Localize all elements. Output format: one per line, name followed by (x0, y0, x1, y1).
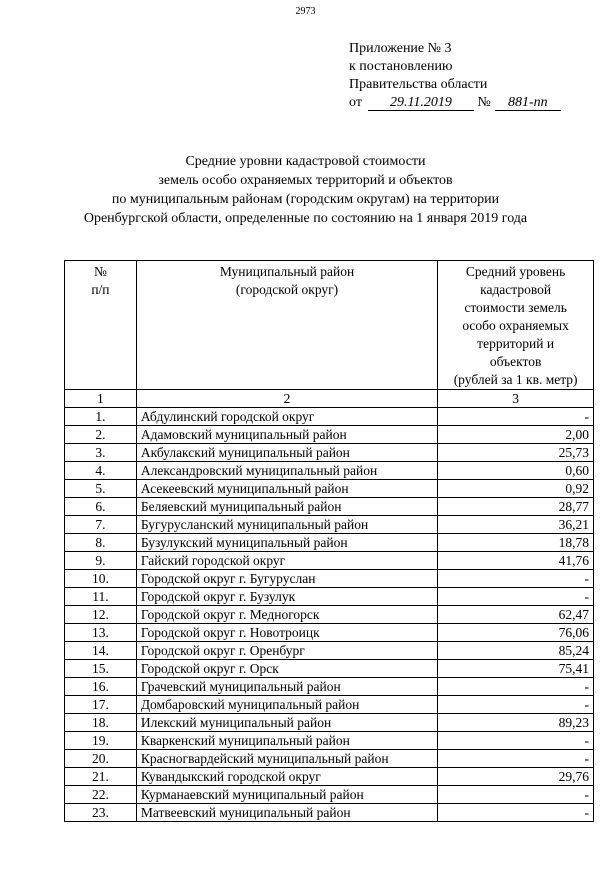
row-district: Беляевский муниципальный район (136, 498, 437, 516)
header-district-line: (городской округ) (235, 282, 339, 297)
row-district: Кваркенский муниципальный район (136, 732, 437, 750)
table-row (65, 696, 594, 714)
row-district: Бугурусланский муниципальный район (136, 516, 437, 534)
row-number: 14. (65, 642, 137, 660)
row-number: 20. (65, 750, 137, 768)
table-row (65, 462, 594, 480)
row-district: Матвеевский муниципальный район (136, 804, 437, 822)
row-number: 23. (65, 804, 137, 822)
title-line-1: Средние уровни кадастровой стоимости (185, 154, 426, 169)
document-title (0, 152, 611, 228)
table-row (65, 606, 594, 624)
handwritten-number: 881-пп (495, 95, 561, 111)
header-value-line: (рублей за 1 кв. метр) (453, 372, 578, 387)
row-number: 6. (65, 498, 137, 516)
table-row (65, 732, 594, 750)
row-district: Бузулукский муниципальный район (136, 534, 437, 552)
row-number: 8. (65, 534, 137, 552)
row-district: Домбаровский муниципальный район (136, 696, 437, 714)
index-cell-1: 1 (65, 390, 137, 408)
number-prefix: № (477, 95, 491, 110)
row-number: 22. (65, 786, 137, 804)
title-line-2: земель особо охраняемых территорий и объектов (158, 173, 453, 188)
row-number: 4. (65, 462, 137, 480)
table-row (65, 408, 594, 426)
row-value: - (438, 732, 594, 750)
row-value: 0,92 (438, 480, 594, 498)
row-district: Асекеевский муниципальный район (136, 480, 437, 498)
table-row (65, 444, 594, 462)
row-number: 1. (65, 408, 137, 426)
row-number: 3. (65, 444, 137, 462)
header-value (438, 261, 594, 390)
table-row (65, 480, 594, 498)
table-row (65, 552, 594, 570)
row-number: 13. (65, 624, 137, 642)
row-district: Гайский городской округ (136, 552, 437, 570)
header-district (136, 261, 437, 390)
row-number: 2. (65, 426, 137, 444)
row-district: Курманаевский муниципальный район (136, 786, 437, 804)
row-value: - (438, 588, 594, 606)
row-number: 12. (65, 606, 137, 624)
table-row (65, 786, 594, 804)
table-row (65, 750, 594, 768)
row-district: Городской округ г. Орск (136, 660, 437, 678)
row-district: Городской округ г. Оренбург (136, 642, 437, 660)
row-value: 18,78 (438, 534, 594, 552)
index-cell-2: 2 (136, 390, 437, 408)
row-value: - (438, 678, 594, 696)
row-number: 9. (65, 552, 137, 570)
row-number: 15. (65, 660, 137, 678)
appendix-line-1: Приложение № 3 (349, 41, 452, 56)
title-line-4: Оренбургской области, определенные по состоянию на 1 января 2019 года (83, 211, 528, 226)
row-value: 0,60 (438, 462, 594, 480)
table-row (65, 768, 594, 786)
row-value: - (438, 786, 594, 804)
table-row (65, 570, 594, 588)
table-row (65, 804, 594, 822)
row-number: 16. (65, 678, 137, 696)
row-district: Кувандыкский городской округ (136, 768, 437, 786)
header-value-line: территорий и (477, 336, 555, 351)
row-district: Красногвардейский муниципальный район (136, 750, 437, 768)
row-district: Городской округ г. Бузулук (136, 588, 437, 606)
row-value: 89,23 (438, 714, 594, 732)
row-value: - (438, 696, 594, 714)
row-number: 21. (65, 768, 137, 786)
row-number: 17. (65, 696, 137, 714)
row-value: - (438, 408, 594, 426)
table-row (65, 498, 594, 516)
row-district: Городской округ г. Новотроицк (136, 624, 437, 642)
header-value-line: стоимости земель (464, 300, 567, 315)
row-number: 10. (65, 570, 137, 588)
header-value-line: Средний уровень (465, 264, 566, 279)
table-row (65, 642, 594, 660)
table-header-row (65, 261, 594, 390)
cadastral-table (64, 260, 594, 822)
table-row (65, 426, 594, 444)
row-value: 29,76 (438, 768, 594, 786)
row-district: Грачевский муниципальный район (136, 678, 437, 696)
date-prefix: от (349, 95, 362, 110)
row-number: 11. (65, 588, 137, 606)
header-value-line: объектов (489, 354, 542, 369)
row-value: 36,21 (438, 516, 594, 534)
row-district: Городской округ г. Медногорск (136, 606, 437, 624)
header-number-line: № (93, 264, 107, 279)
row-value: 62,47 (438, 606, 594, 624)
appendix-line-2: к постановлению (349, 59, 453, 74)
table-index-row (65, 390, 594, 408)
row-value: - (438, 804, 594, 822)
table-row (65, 534, 594, 552)
row-district: Акбулакский муниципальный район (136, 444, 437, 462)
row-number: 5. (65, 480, 137, 498)
row-district: Абдулинский городской округ (136, 408, 437, 426)
table-row (65, 588, 594, 606)
header-number-line: п/п (91, 282, 110, 297)
table-row (65, 714, 594, 732)
row-value: 76,06 (438, 624, 594, 642)
appendix-line-3: Правительства области (349, 77, 488, 92)
header-district-line: Муниципальный район (219, 264, 355, 279)
title-line-3: по муниципальным районам (городским округам) на территории (111, 192, 500, 207)
row-district: Городской округ г. Бугуруслан (136, 570, 437, 588)
table-row (65, 678, 594, 696)
row-value: 25,73 (438, 444, 594, 462)
index-cell-3: 3 (438, 390, 594, 408)
row-district: Александровский муниципальный район (136, 462, 437, 480)
row-value: 41,76 (438, 552, 594, 570)
row-value: 28,77 (438, 498, 594, 516)
row-district: Адамовский муниципальный район (136, 426, 437, 444)
appendix-block (349, 40, 561, 112)
handwritten-date: 29.11.2019 (368, 95, 474, 111)
row-number: 18. (65, 714, 137, 732)
row-number: 19. (65, 732, 137, 750)
row-district: Илекский муниципальный район (136, 714, 437, 732)
table-row (65, 516, 594, 534)
table-body (65, 408, 594, 822)
table-row (65, 660, 594, 678)
row-value: 75,41 (438, 660, 594, 678)
table-row (65, 624, 594, 642)
row-value: 85,24 (438, 642, 594, 660)
appendix-date-line (349, 94, 561, 112)
row-value: - (438, 570, 594, 588)
page-number: 2973 (295, 6, 316, 17)
header-value-line: кадастровой (480, 282, 552, 297)
row-value: - (438, 750, 594, 768)
header-value-line: особо охраняемых (462, 318, 569, 333)
row-value: 2,00 (438, 426, 594, 444)
row-number: 7. (65, 516, 137, 534)
header-number (65, 261, 137, 390)
